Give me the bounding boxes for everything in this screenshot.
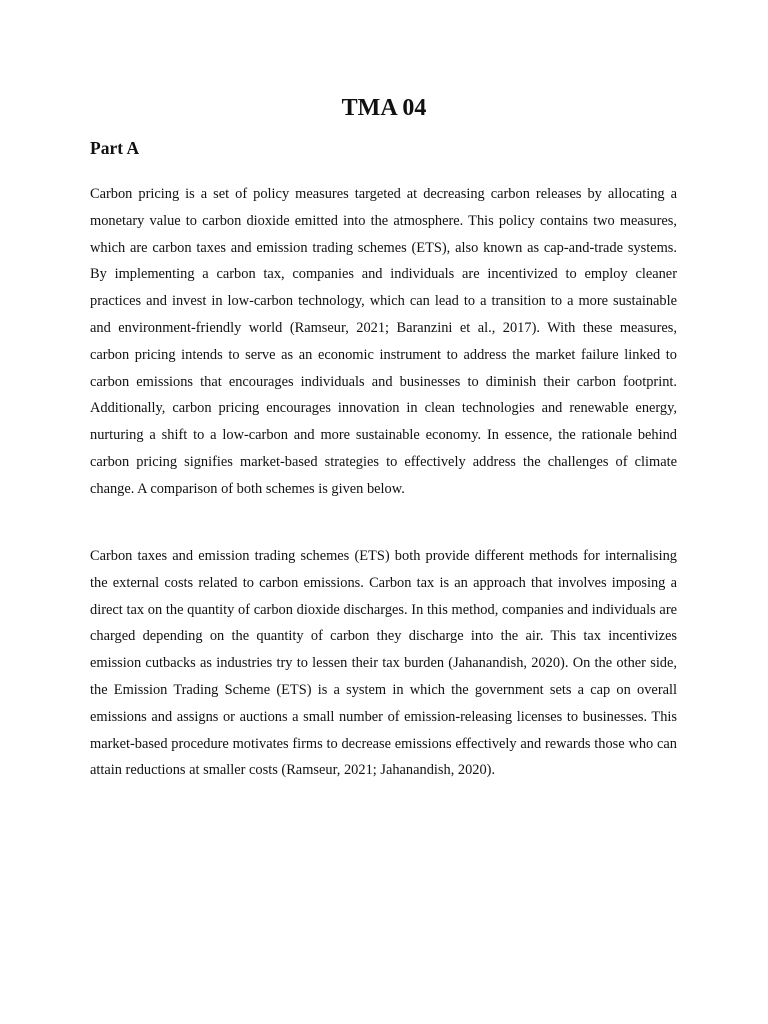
body-paragraph-2: Carbon taxes and emission trading schemes (ETS) both provide different methods for internalising the external costs related to carbon emissions. Carbon tax is an approach that involves imposing a direct tax on the quantity of carbon dioxide discharges. In this method, companies and individuals are charged depending on the quantity of carbon they discharge into the air. This tax incentivizes emission cutbacks as industries try to lessen their tax burden (Jahanandish, 2020). On the other side, the Emission Trading Scheme (ETS) is a system in which the government sets a cap on overall emissions and assigns or auctions a small number of emission-releasing licenses to businesses. This market-based procedure motivates firms to decrease emissions effectively and rewards those who can attain reductions at smaller costs (Ramseur, 2021; Jahanandish, 2020). <box>90 548 677 779</box>
document-title: TMA 04 <box>341 95 427 121</box>
body-paragraph-1: Carbon pricing is a set of policy measures targeted at decreasing carbon releases by allocating a monetary value to carbon dioxide emitted into the atmosphere. This policy contains two measures, which are carbon taxes and emission trading schemes (ETS), also known as cap-and-trade systems. By implementing a carbon tax, companies and individuals are incentivized to employ cleaner practices and invest in low-carbon technology, which can lead to a transition to a more sustainable and environment-friendly world (Ramseur, 2021; Baranzini et al., 2017). With these measures, carbon pricing intends to serve as an economic instrument to address the market failure linked to carbon emissions that encourages individuals and businesses to diminish their carbon footprint. Additionally, carbon pricing encourages innovation in clean technologies and renewable energy, nurturing a shift to a low-carbon and more sustainable economy. In essence, the rationale behind carbon pricing signifies market-based strategies to effectively address the challenges of climate change. A comparison of both schemes is given below. <box>90 186 677 497</box>
section-heading: Part A <box>90 138 140 158</box>
